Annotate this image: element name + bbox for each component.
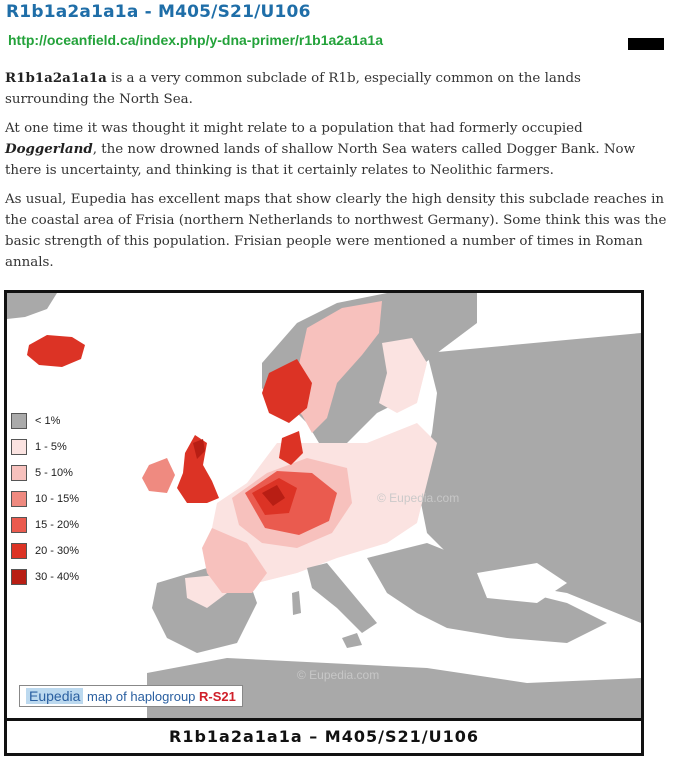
- paragraph-2: [5, 118, 667, 181]
- legend-label: 15 - 20%: [35, 519, 80, 531]
- page-title: R1b1a2a1a1a - M405/S21/U106: [6, 2, 311, 22]
- legend-label: 30 - 40%: [35, 571, 80, 583]
- paragraph-2-rest: , the now drowned lands of shallow North Sea waters called Dogger Bank. Now there is uncertainty, and thinking is that it certainly relates to Neolithic farmers.: [5, 142, 636, 178]
- map-caption-text: R1b1a2a1a1a – M405/S21/U106: [169, 727, 479, 746]
- legend-item: [11, 512, 121, 538]
- legend-swatch: [11, 465, 27, 481]
- legend-label: 20 - 30%: [35, 545, 80, 557]
- paragraph-2-lead: At one time it was thought it might relate to a population that had formerly occupied: [5, 121, 583, 136]
- map-caption: [7, 718, 641, 753]
- legend-item: [11, 460, 121, 486]
- legend-swatch: [11, 569, 27, 585]
- legend-item: [11, 538, 121, 564]
- legend-item: [11, 434, 121, 460]
- legend-swatch: [11, 439, 27, 455]
- paragraph-1-text: is a a very common subclade of R1b, especially common on the lands surrounding the North Sea.: [5, 71, 581, 107]
- legend-label: 5 - 10%: [35, 467, 73, 479]
- redaction-bar: [628, 38, 664, 50]
- legend-item: [11, 486, 121, 512]
- source-link[interactable]: http://oceanfield.ca/index.php/y-dna-primer/r1b1a2a1a1a: [8, 32, 383, 48]
- legend-label: 1 - 5%: [35, 441, 67, 453]
- paragraph-3: As usual, Eupedia has excellent maps that show clearly the high density this subclade reaches in the coastal area of Frisia (northern Netherlands to northwest Germany). Some think this was the basic strength of this population. Frisian people were mentioned a number of times in Roman annals.: [5, 192, 667, 270]
- legend-swatch: [11, 543, 27, 559]
- subclade-term: R1b1a2a1a1a: [5, 70, 107, 86]
- map-credit: [19, 685, 243, 707]
- map-watermark: © Eupedia.com: [297, 668, 380, 682]
- haplogroup-map: [4, 290, 644, 756]
- map-legend: [11, 408, 121, 590]
- legend-swatch: [11, 491, 27, 507]
- map-watermark: © Eupedia.com: [377, 491, 460, 505]
- credit-text: map of haplogroup: [83, 689, 200, 704]
- legend-swatch: [11, 413, 27, 429]
- credit-haplogroup: R-S21: [199, 689, 236, 704]
- eupedia-brand: Eupedia: [26, 688, 83, 704]
- legend-swatch: [11, 517, 27, 533]
- doggerland-term: Doggerland: [5, 141, 93, 157]
- legend-item: [11, 408, 121, 434]
- legend-label: < 1%: [35, 415, 61, 427]
- article-body: [5, 68, 667, 281]
- paragraph-1: [5, 68, 667, 110]
- legend-label: 10 - 15%: [35, 493, 80, 505]
- legend-item: [11, 564, 121, 590]
